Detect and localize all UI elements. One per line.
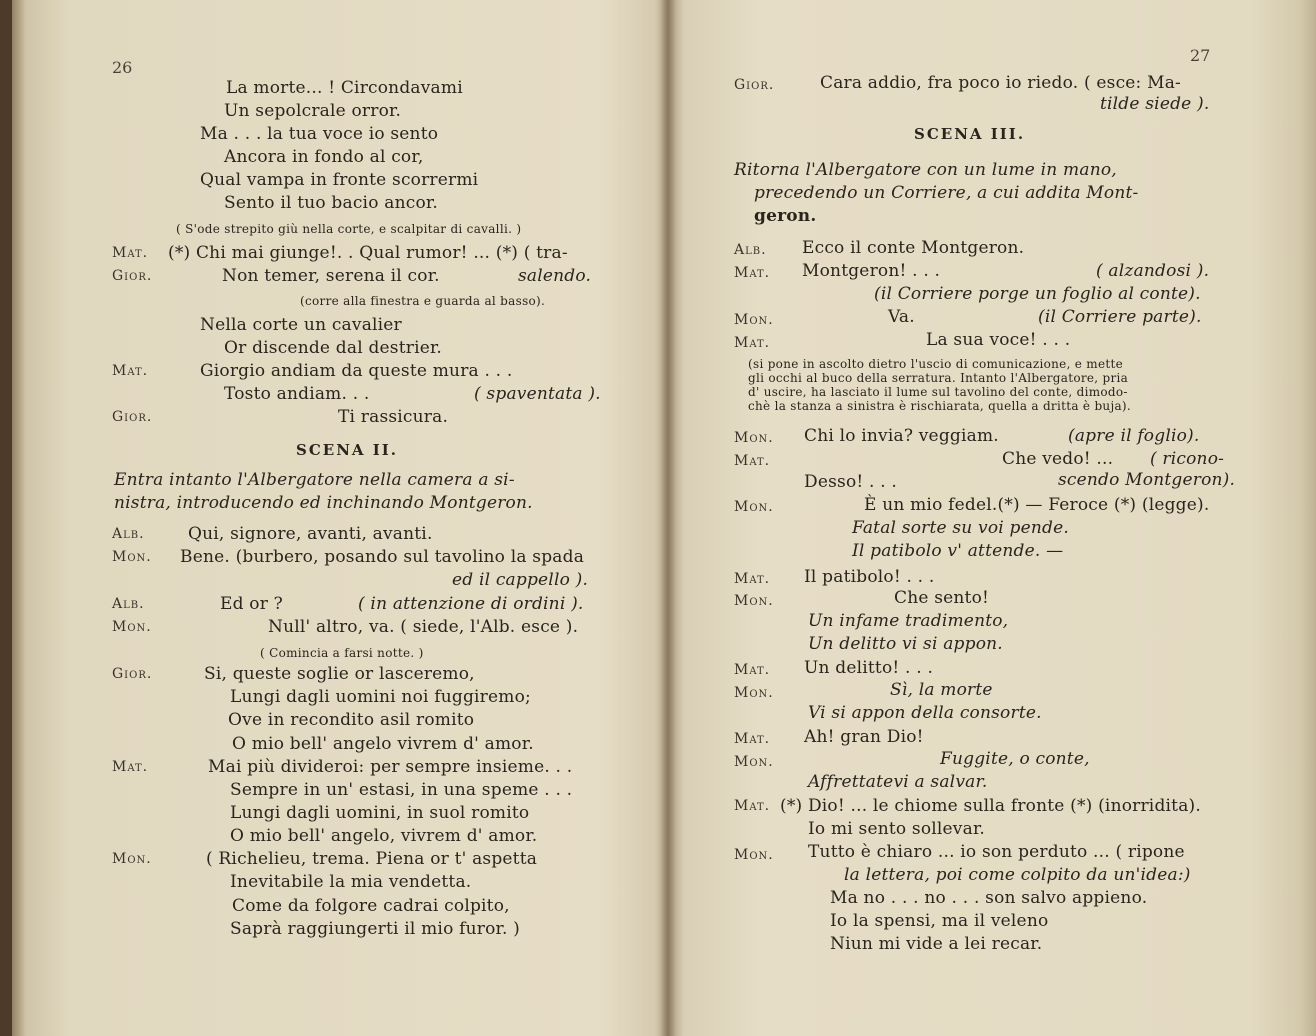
speaker-label: Alb.: [112, 596, 145, 612]
verse-line: Un sepolcrale orror.: [224, 101, 402, 121]
speaker-label: Mon.: [734, 430, 774, 446]
verse-line: Entra intanto l'Albergatore nella camera a si-: [114, 470, 515, 490]
scene-title: SCENA III.: [914, 125, 1026, 143]
verse-line: chè la stanza a sinistra è rischiarata, quella a dritta è buja).: [748, 399, 1132, 413]
verse-line: (*) Dio! ... le chiome sulla fronte (*) (inorridita).: [780, 796, 1201, 816]
verse-line: ed il cappello ).: [452, 570, 589, 590]
verse-line: tilde siede ).: [1100, 94, 1210, 114]
page-number: 27: [1190, 46, 1211, 65]
verse-line: Montgeron! . . .: [802, 261, 941, 281]
verse-line: Bene. (burbero, posando sul tavolino la spada: [180, 547, 585, 567]
verse-line: Un infame tradimento,: [808, 611, 1009, 631]
verse-line: geron.: [754, 206, 817, 226]
speaker-label: Mon.: [734, 593, 774, 609]
speaker-label: Alb.: [734, 242, 767, 258]
speaker-label: Mon.: [112, 549, 152, 565]
verse-line: Cara addio, fra poco io riedo. ( esce: Ma-: [820, 73, 1181, 93]
verse-line: Inevitabile la mia vendetta.: [230, 872, 472, 892]
verse-line: Chi lo invia? veggiam.: [804, 426, 999, 446]
speaker-label: Gior.: [112, 409, 153, 425]
verse-line: ( Richelieu, trema. Piena or t' aspetta: [206, 849, 538, 869]
verse-line: ( S'ode strepito giù nella corte, e scalpitar di cavalli. ): [176, 222, 522, 236]
verse-line: salendo.: [518, 266, 592, 286]
speaker-label: Mat.: [734, 335, 771, 351]
verse-line: Giorgio andiam da queste mura . . .: [200, 361, 513, 381]
verse-line: Or discende dal destrier.: [224, 338, 443, 358]
verse-line: O mio bell' angelo vivrem d' amor.: [232, 734, 534, 754]
verse-line: Null' altro, va. ( siede, l'Alb. esce ).: [268, 617, 579, 637]
verse-line: Il patibolo v' attende. —: [852, 541, 1064, 561]
verse-line: Qual vampa in fronte scorrermi: [200, 170, 479, 190]
verse-line: Si, queste soglie or lasceremo,: [204, 664, 475, 684]
speaker-label: Mon.: [112, 619, 152, 635]
verse-line: Fatal sorte su voi pende.: [852, 518, 1069, 538]
verse-line: Ma . . . la tua voce io sento: [200, 124, 439, 144]
verse-line: Fuggite, o conte,: [940, 749, 1090, 769]
speaker-label: Gior.: [112, 666, 153, 682]
verse-line: Ah! gran Dio!: [804, 727, 924, 747]
verse-line: ( Comincia a farsi notte. ): [260, 646, 424, 660]
verse-line: Nella corte un cavalier: [200, 315, 402, 335]
verse-line: nistra, introducendo ed inchinando Montgeron.: [114, 493, 533, 513]
speaker-label: Mat.: [734, 798, 771, 814]
verse-line: precedendo un Corriere, a cui addita Mont-: [754, 183, 1139, 203]
verse-line: ( in attenzione di ordini ).: [358, 594, 584, 614]
verse-line: Non temer, serena il cor.: [222, 266, 440, 286]
speaker-label: Mat.: [112, 363, 149, 379]
verse-line: Io mi sento sollevar.: [808, 819, 986, 839]
verse-line: d' uscire, ha lasciato il lume sul tavolino del conte, dimodo-: [748, 385, 1128, 399]
verse-line: Niun mi vide a lei recar.: [830, 934, 1043, 954]
verse-line: Che vedo! ...: [1002, 449, 1114, 469]
verse-line: Ecco il conte Montgeron.: [802, 238, 1025, 258]
page-number: 26: [112, 58, 133, 77]
verse-line: ( spaventata ).: [474, 384, 601, 404]
speaker-label: Mon.: [734, 685, 774, 701]
verse-line: (*) Chi mai giunge!. . Qual rumor! ... (*) ( tra-: [168, 243, 568, 263]
speaker-label: Mat.: [734, 571, 771, 587]
verse-line: (corre alla finestra e guarda al basso).: [300, 294, 546, 308]
speaker-label: Alb.: [112, 526, 145, 542]
verse-line: gli occhi al buco della serratura. Intanto l'Albergatore, pria: [748, 371, 1129, 385]
verse-line: Che sento!: [894, 588, 990, 608]
verse-line: (il Corriere porge un foglio al conte).: [874, 284, 1201, 304]
verse-line: Tosto andiam. . .: [224, 384, 370, 404]
verse-line: Un delitto vi si appon.: [808, 634, 1003, 654]
speaker-label: Gior.: [112, 268, 153, 284]
verse-line: Ancora in fondo al cor,: [224, 147, 424, 167]
verse-line: Mai più divideroi: per sempre insieme. . .: [208, 757, 573, 777]
verse-line: Ma no . . . no . . . son salvo appieno.: [830, 888, 1148, 908]
right-page: [668, 0, 1316, 1036]
speaker-label: Mon.: [112, 851, 152, 867]
verse-line: Sì, la morte: [890, 680, 993, 700]
speaker-label: Mat.: [734, 731, 771, 747]
verse-line: La morte... ! Circondavami: [226, 78, 463, 98]
speaker-label: Mon.: [734, 312, 774, 328]
speaker-label: Mon.: [734, 754, 774, 770]
verse-line: Desso! . . .: [804, 472, 898, 492]
verse-line: Lungi dagli uomini noi fuggiremo;: [230, 687, 531, 707]
verse-line: Saprà raggiungerti il mio furor. ): [230, 919, 521, 939]
verse-line: (apre il foglio).: [1068, 426, 1200, 446]
verse-line: Ove in recondito asil romito: [228, 710, 475, 730]
verse-line: Sempre in un' estasi, in una speme . . .: [230, 780, 573, 800]
verse-line: La sua voce! . . .: [926, 330, 1071, 350]
verse-line: ( alzandosi ).: [1096, 261, 1210, 281]
verse-line: Sento il tuo bacio ancor.: [224, 193, 438, 213]
speaker-label: Gior.: [734, 77, 775, 93]
verse-line: Lungi dagli uomini, in suol romito: [230, 803, 530, 823]
verse-line: (si pone in ascolto dietro l'uscio di comunicazione, e mette: [748, 357, 1124, 371]
verse-line: Ti rassicura.: [338, 407, 449, 427]
verse-line: Un delitto! . . .: [804, 658, 934, 678]
verse-line: È un mio fedel.(*) — Feroce (*) (legge).: [864, 495, 1210, 515]
speaker-label: Mat.: [112, 759, 149, 775]
speaker-label: Mat.: [734, 662, 771, 678]
speaker-label: Mat.: [112, 245, 149, 261]
speaker-label: Mat.: [734, 453, 771, 469]
speaker-label: Mat.: [734, 265, 771, 281]
scene-title: SCENA II.: [296, 441, 399, 459]
verse-line: O mio bell' angelo, vivrem d' amor.: [230, 826, 538, 846]
verse-line: ( ricono-: [1150, 449, 1225, 469]
speaker-label: Mon.: [734, 499, 774, 515]
verse-line: Ed or ?: [220, 594, 283, 614]
verse-line: Qui, signore, avanti, avanti.: [188, 524, 433, 544]
speaker-label: Mon.: [734, 847, 774, 863]
verse-line: Come da folgore cadrai colpito,: [232, 896, 510, 916]
verse-line: Tutto è chiaro ... io son perduto ... ( ripone: [808, 842, 1185, 862]
verse-line: Affrettatevi a salvar.: [808, 772, 988, 792]
verse-line: Va.: [888, 307, 915, 327]
verse-line: scendo Montgeron).: [1058, 470, 1236, 490]
verse-line: Ritorna l'Albergatore con un lume in mano,: [734, 160, 1117, 180]
verse-line: (il Corriere parte).: [1038, 307, 1202, 327]
verse-line: la lettera, poi come colpito da un'idea:): [844, 865, 1191, 885]
verse-line: Io la spensi, ma il veleno: [830, 911, 1049, 931]
verse-line: Il patibolo! . . .: [804, 567, 935, 587]
verse-line: Vi si appon della consorte.: [808, 703, 1042, 723]
